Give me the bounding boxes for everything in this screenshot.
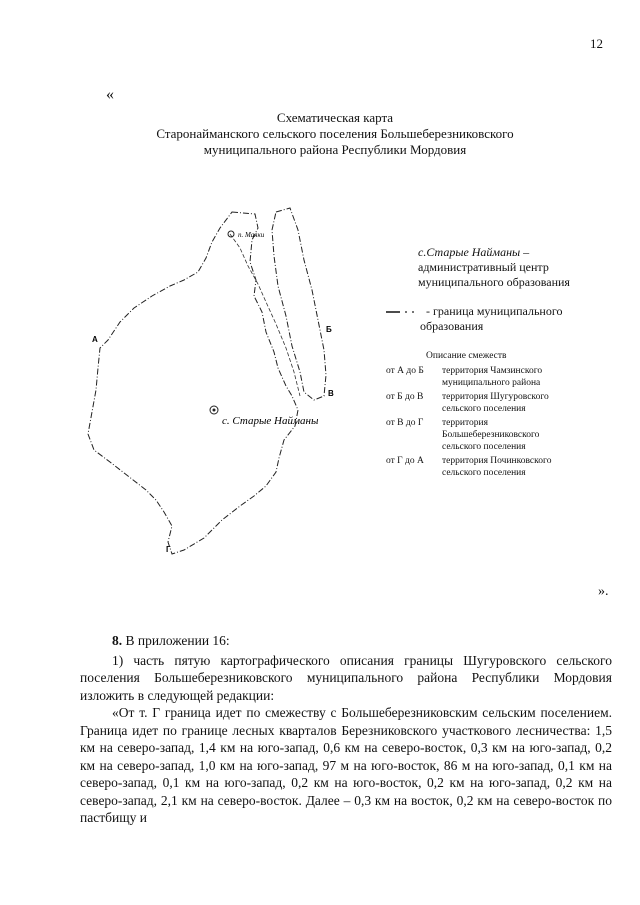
point-a-label: А (92, 335, 98, 344)
document-body (80, 632, 612, 827)
village-center-dot (213, 409, 216, 412)
section-heading-text: В приложении 16: (122, 633, 230, 648)
municipal-boundary (88, 212, 298, 554)
adjacency-row-label: от В до Г (386, 418, 424, 428)
point-v-label: В (328, 389, 334, 398)
inner-boundary-line (230, 234, 300, 396)
adjacency-row-label: от А до Б (386, 366, 424, 376)
adjacency-row-label: от Г до А (386, 456, 424, 466)
adjacency-row (386, 455, 582, 479)
adjacency-value-line: территория Починковского (442, 456, 552, 466)
map-title-line-2: Старонайманского сельского поселения Большеберезниковского (156, 126, 514, 141)
legend-border-line-1: - граница муниципального (426, 304, 563, 318)
legend-admin-center (418, 245, 570, 290)
adjacency-value-line: территория (442, 418, 488, 428)
section-number: 8. (112, 633, 123, 648)
page-number: 12 (590, 36, 603, 51)
point-g-label: Г (166, 545, 171, 554)
legend-center-line-2: административный центр (418, 260, 549, 274)
adjacency-title: Описание смежеств (426, 351, 507, 361)
schematic-map (80, 200, 350, 570)
adjacency-table (386, 365, 582, 481)
map-title (100, 110, 570, 158)
adjacency-row-label: от Б до В (386, 392, 424, 402)
opening-quote: « (106, 86, 114, 103)
adjacency-row (386, 391, 582, 415)
legend-center-name: с.Старые Найманы – (418, 245, 530, 259)
closing-quote: ». (598, 584, 609, 599)
legend-border (386, 304, 606, 334)
adjacency-value-line: территория Чамзинского (442, 366, 543, 376)
adjacency-value-line: сельского поселения (442, 404, 526, 414)
adjacency-row (386, 417, 582, 453)
legend-border-line-2: образования (420, 319, 484, 333)
section-heading (80, 632, 612, 650)
adjacency-value-line: Большеберезниковского (442, 430, 540, 440)
border-line-icon (386, 307, 422, 317)
map-title-line-3: муниципального района Республики Мордовия (203, 142, 467, 157)
paragraph-1: 1) часть пятую картографического описания границы Шугуровского сельского поселения Большеберезниковского муниципального района Республики Мордовия изложить в следующей редакции: (80, 652, 612, 703)
adjacency-row-value (442, 455, 582, 479)
village-label: с. Старые Найманы (222, 415, 319, 427)
paragraph-2: «От т. Г граница идет по смежеству с Большеберезниковским сельским поселением. Граница идет по границе лесных кварталов Березниковского участкового лесничества: 1,5 км на северо-запад, 1,4 км на юго-запад, 0,6 км на северо-восток, 0,3 км на юго-запад, 0,2 км на северо-запад, 1,0 км на юго-запад, 97 м на юго-восток, 86 м на юго-запад, 0,1 км на северо-запад, 0,1 км на юго-запад, 0,2 км на юго-восток, 0,2 км на юго-запад, 0,2 км на северо-запад, 2,1 км на северо-восток. Далее – 0,3 км на восток, 0,2 км на северо-восток по пастбищу и (80, 705, 612, 825)
adjacency-row-value (442, 391, 582, 415)
eastern-strip-boundary (272, 208, 326, 400)
settlement-mayaki-label: п. Маяки (238, 231, 265, 239)
adjacency-row (386, 365, 582, 389)
adjacency-value-line: сельского поселения (442, 468, 526, 478)
legend-center-line-3: муниципального образования (418, 275, 570, 289)
adjacency-row-value (442, 365, 582, 389)
adjacency-value-line: муниципального района (442, 378, 541, 388)
adjacency-row-value (442, 417, 582, 453)
map-title-line-1: Схематическая карта (276, 110, 394, 125)
point-b-label: Б (326, 325, 332, 334)
settlement-mayaki-icon (228, 231, 234, 237)
adjacency-value-line: территория Шугуровского (442, 392, 549, 402)
adjacency-value-line: сельского поселения (442, 442, 526, 452)
